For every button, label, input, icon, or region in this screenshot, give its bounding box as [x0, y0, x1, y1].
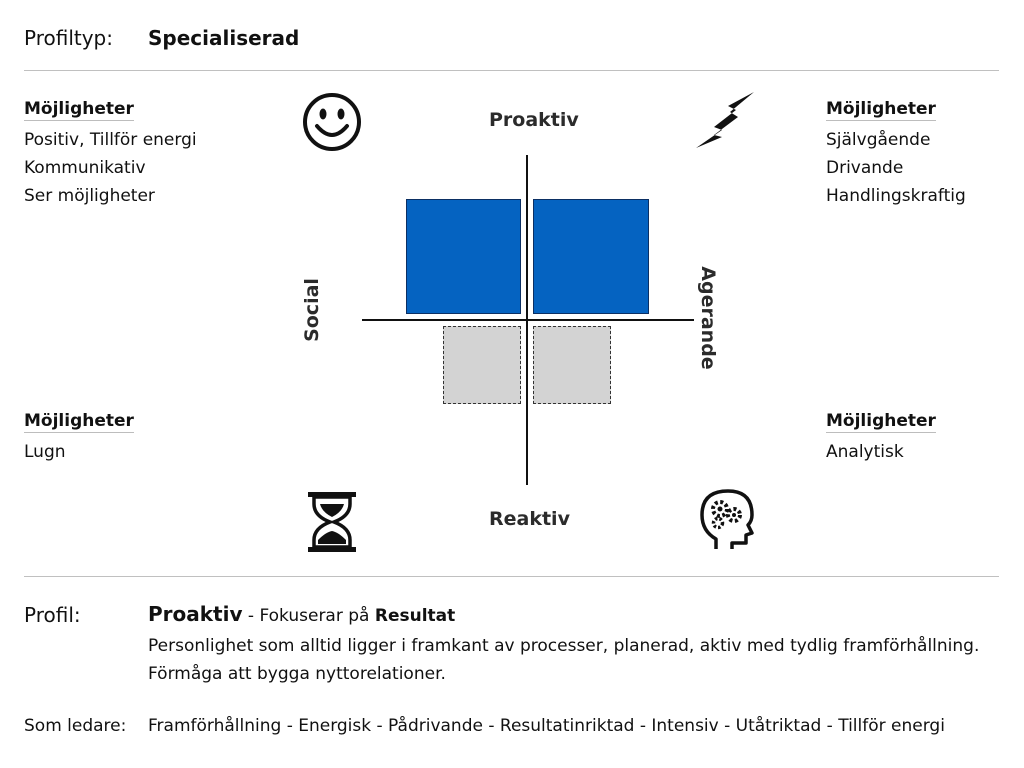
opportunities-top-left [24, 95, 197, 210]
smiley-face-icon [300, 90, 364, 154]
axis-label-acting: Agerande [697, 266, 719, 370]
matrix-cell-top-left [406, 199, 521, 314]
profile-focus: Resultat [374, 606, 456, 626]
opportunity-item: Självgående [826, 130, 931, 150]
opportunities-bottom-left [24, 407, 134, 466]
horizontal-axis-line [362, 319, 694, 321]
profile-type-label: Profiltyp: [24, 26, 113, 50]
leader-traits: Framförhållning - Energisk - Pådrivande - Resultatinriktad - Intensiv - Utåtriktad - Tillför energi [148, 716, 945, 736]
axis-label-social: Social [301, 278, 323, 342]
opportunities-top-right [826, 95, 966, 210]
profile-title [148, 602, 455, 626]
lightning-bolt-icon [692, 90, 756, 154]
leader-label: Som ledare: [24, 716, 127, 736]
profile-name: Proaktiv [148, 602, 243, 626]
opportunity-item: Analytisk [826, 442, 904, 462]
hourglass-icon [300, 490, 364, 554]
opportunities-heading: Möjligheter [826, 99, 936, 119]
opportunities-bottom-right [826, 407, 936, 466]
profile-description [148, 632, 1008, 688]
opportunities-heading: Möjligheter [24, 411, 134, 431]
opportunity-item: Kommunikativ [24, 158, 146, 178]
opportunity-item: Positiv, Tillför energi [24, 130, 197, 150]
profile-description-line: Förmåga att bygga nyttorelationer. [148, 664, 446, 684]
matrix-cell-bottom-right [533, 326, 611, 404]
opportunity-item: Handlingskraftig [826, 186, 966, 206]
profile-label: Profil: [24, 603, 81, 627]
opportunities-heading: Möjligheter [826, 411, 936, 431]
profile-description-line: Personlighet som alltid ligger i framkant av processer, planerad, aktiv med tydlig framförhållning. [148, 636, 980, 656]
opportunity-item: Drivande [826, 158, 904, 178]
axis-label-reactive: Reaktiv [489, 508, 570, 530]
profile-type-value: Specialiserad [148, 26, 300, 50]
profile-separator: - Fokuserar på [242, 606, 375, 626]
opportunity-item: Ser möjligheter [24, 186, 155, 206]
matrix-cell-bottom-left [443, 326, 521, 404]
axis-label-proactive: Proaktiv [489, 109, 579, 131]
top-divider [24, 70, 999, 71]
opportunities-heading: Möjligheter [24, 99, 134, 119]
opportunity-item: Lugn [24, 442, 66, 462]
bottom-divider [24, 576, 999, 577]
matrix-cell-top-right [533, 199, 649, 314]
head-gears-icon [692, 485, 756, 549]
